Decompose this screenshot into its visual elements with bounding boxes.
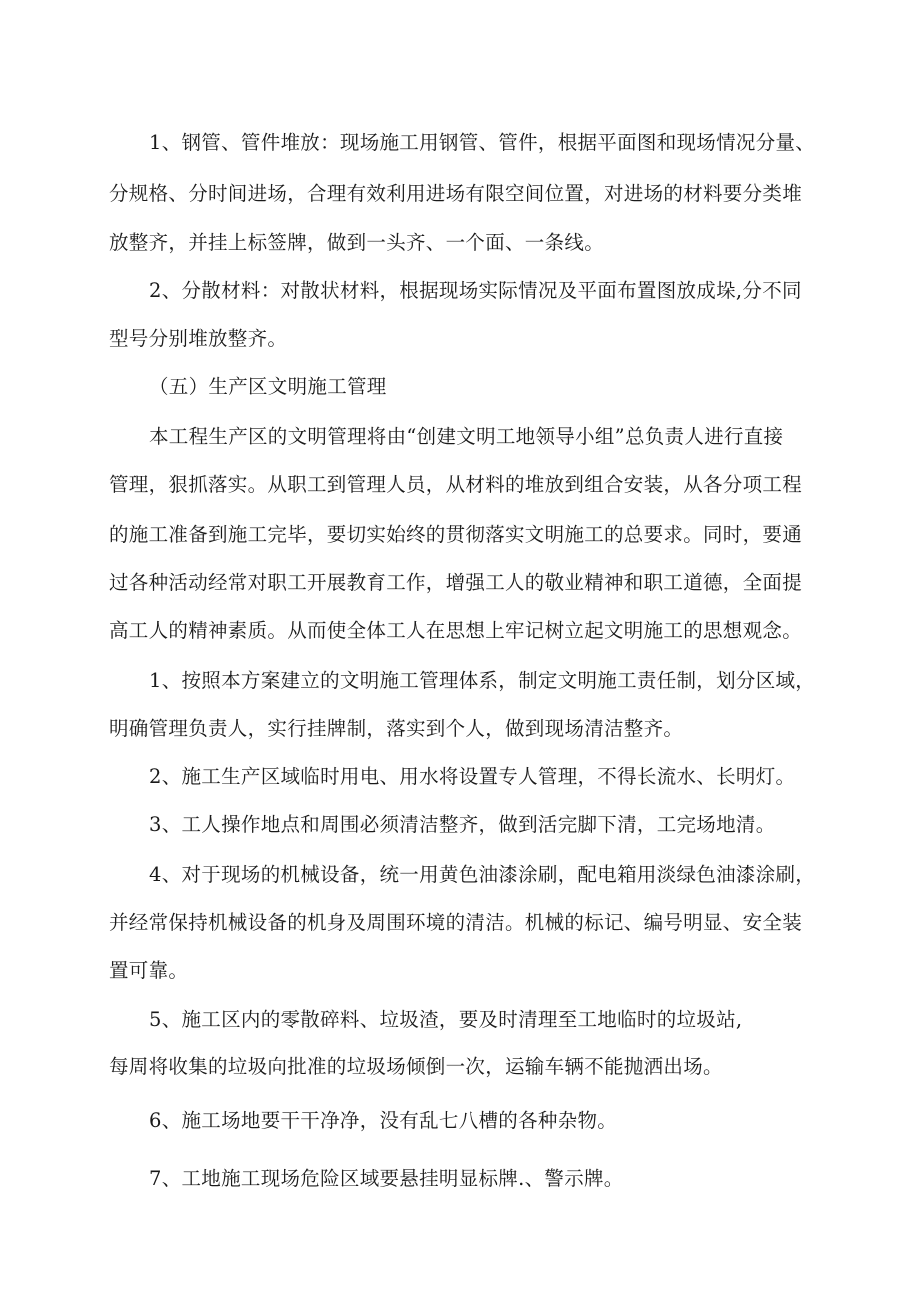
- text-line: 型号分别堆放整齐。: [109, 327, 288, 350]
- text-line: 每周将收集的垃圾向批准的垃圾场倾倒一次，运输车辆不能抛洒出场。: [109, 1055, 723, 1078]
- text-line: 3、工人操作地点和周围必须清洁整齐，做到活完脚下清，工完场地清。: [149, 813, 776, 836]
- text-line: 2、分散材料：对散状材料，根据现场实际情况及平面布置图放成垛,分不同: [149, 279, 802, 302]
- text-line: 高工人的精神素质。从而使全体工人在思想上牢记树立起文明施工的思想观念。: [109, 619, 803, 642]
- text-line: 明确管理负责人，实行挂牌制，落实到个人，做到现场清洁整齐。: [109, 717, 684, 740]
- text-line: 的施工准备到施工完毕，要切实始终的贯彻落实文明施工的总要求。同时，要通: [109, 523, 803, 546]
- text-line: 1、钢管、管件堆放：现场施工用钢管、管件，根据平面图和现场情况分量、: [149, 131, 816, 154]
- text-line: 置可靠。: [109, 959, 189, 982]
- text-line: 5、施工区内的零散碎料、垃圾渣，要及时清理至工地临时的垃圾站,: [149, 1008, 743, 1031]
- text-line: 1、按照本方案建立的文明施工管理体系，制定文明施工责任制，划分区域，: [149, 669, 816, 692]
- text-line: 2、施工生产区域临时用电、用水将设置专人管理，不得长流水、长明灯。: [149, 765, 796, 788]
- text-line: 并经常保持机械设备的机身及周围环境的清洁。机械的标记、编号明显、安全装: [109, 911, 803, 934]
- text-line: 过各种活动经常对职工开展教育工作，增强工人的敬业精神和职工道德，全面提: [109, 571, 803, 594]
- text-line: 分规格、分时间进场，合理有效利用进场有限空间位置，对进场的材料要分类堆: [109, 182, 803, 205]
- text-line: 4、对于现场的机械设备，统一用黄色油漆涂刷，配电箱用淡绿色油漆涂刷，: [149, 863, 816, 886]
- section-heading: （五）生产区文明施工管理: [149, 375, 387, 398]
- text-line: 7、工地施工现场危险区域要悬挂明显标牌.、警示牌。: [149, 1167, 624, 1190]
- text-line: 管理，狠抓落实。从职工到管理人员，从材料的堆放到组合安装，从各分项工程: [109, 473, 803, 496]
- text-line: 6、施工场地要干干净净，没有乱七八槽的各种杂物。: [149, 1109, 618, 1132]
- text-line: 放整齐，并挂上标签牌，做到一头齐、一个面、一条线。: [109, 231, 605, 254]
- text-line: 本工程生产区的文明管理将由“创建文明工地领导小组”总负责人进行直接: [149, 425, 784, 448]
